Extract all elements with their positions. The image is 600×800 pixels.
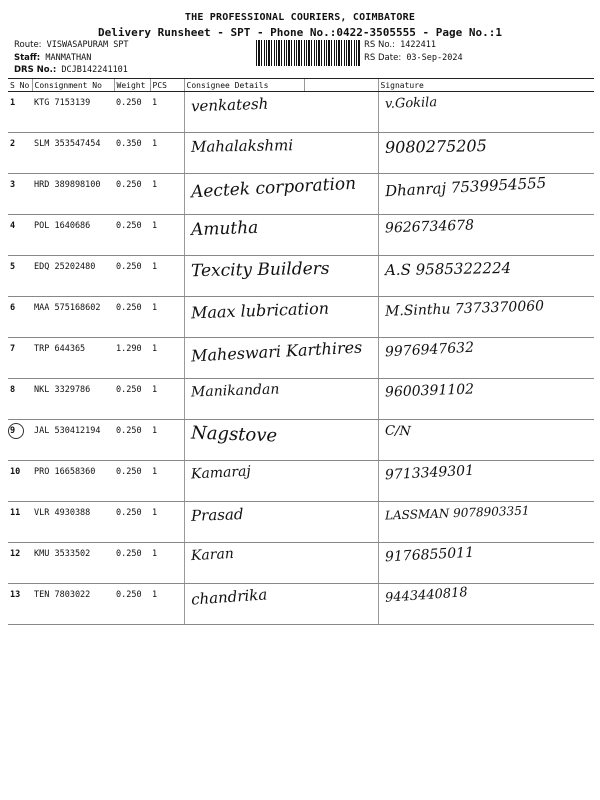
drs-value: DCJB142241101	[61, 65, 128, 75]
row-signature-cell	[378, 297, 594, 338]
table-row	[8, 133, 594, 174]
sno-text: 6	[10, 303, 16, 313]
row-consignee-cell	[184, 502, 378, 543]
route-label: Route:	[14, 40, 42, 50]
sno-text: 7	[10, 344, 16, 354]
rs-no-value: 1422411	[400, 40, 436, 50]
row-signature-cell	[378, 174, 594, 215]
row-signature-cell	[378, 338, 594, 379]
sno-text: 12	[10, 549, 21, 559]
signature-handwriting: 9080275205	[384, 136, 487, 157]
row-pcs: 1	[150, 461, 184, 502]
row-consignment: JAL 530412194	[32, 420, 114, 461]
company-name: THE PROFESSIONAL COURIERS, COIMBATORE	[184, 12, 416, 23]
signature-handwriting: 9626734678	[384, 217, 474, 237]
table-row	[8, 174, 594, 215]
row-consignee-cell	[184, 133, 378, 174]
consignee-handwriting: Texcity Builders	[190, 258, 330, 282]
col-header-signature: Signature	[378, 79, 594, 92]
staff-label: Staff:	[14, 53, 41, 63]
col-header-sno: S No	[8, 79, 32, 92]
sno-text: 4	[10, 221, 16, 231]
row-sno	[8, 502, 32, 543]
row-sno	[8, 256, 32, 297]
row-weight: 0.250	[114, 215, 150, 256]
rs-date-line	[364, 53, 463, 63]
consignee-handwriting: Aectek corporation	[190, 173, 357, 203]
sno-text: 10	[10, 467, 21, 477]
row-pcs: 1	[150, 502, 184, 543]
row-consignee-cell	[184, 461, 378, 502]
consignee-handwriting: Manikandan	[190, 381, 280, 401]
col-header-consignment: Consignment No	[32, 79, 114, 92]
row-consignment: TEN 7803022	[32, 584, 114, 625]
signature-handwriting: 9176855011	[384, 544, 474, 566]
row-consignee-cell	[184, 297, 378, 338]
row-signature-cell	[378, 256, 594, 297]
sno-text: 11	[10, 508, 21, 518]
row-pcs: 1	[150, 133, 184, 174]
route-line	[14, 40, 129, 50]
runsheet-title: Delivery Runsheet - SPT - Phone No.:0422-3505555 - Page No.:1	[98, 26, 502, 39]
row-sno	[8, 215, 32, 256]
row-weight: 0.350	[114, 133, 150, 174]
drs-label: DRS No.:	[14, 65, 57, 75]
sno-text: 9	[10, 426, 16, 436]
table-row	[8, 420, 594, 461]
row-weight: 0.250	[114, 502, 150, 543]
row-signature-cell	[378, 584, 594, 625]
row-pcs: 1	[150, 584, 184, 625]
table-header	[8, 79, 594, 92]
table-row	[8, 543, 594, 584]
signature-handwriting: A.S 9585322224	[384, 258, 511, 280]
row-weight: 0.250	[114, 420, 150, 461]
signature-handwriting: M.Sinthu 7373370060	[384, 298, 544, 320]
row-signature-cell	[378, 543, 594, 584]
sno-text: 3	[10, 180, 16, 190]
row-weight: 1.290	[114, 338, 150, 379]
row-consignment: PRO 16658360	[32, 461, 114, 502]
row-signature-cell	[378, 461, 594, 502]
consignee-handwriting: Kamaraj	[190, 463, 251, 483]
row-pcs: 1	[150, 379, 184, 420]
row-weight: 0.250	[114, 256, 150, 297]
consignee-handwriting: Prasad	[190, 505, 244, 525]
drs-line	[14, 65, 128, 75]
signature-handwriting: 9600391102	[384, 381, 474, 401]
row-sno	[8, 461, 32, 502]
row-pcs: 1	[150, 297, 184, 338]
row-weight: 0.250	[114, 379, 150, 420]
row-weight: 0.250	[114, 174, 150, 215]
rs-date-value: 03-Sep-2024	[406, 53, 463, 63]
row-signature-cell	[378, 133, 594, 174]
row-consignment: KMU 3533502	[32, 543, 114, 584]
row-weight: 0.250	[114, 584, 150, 625]
row-pcs: 1	[150, 92, 184, 133]
signature-handwriting: 9976947632	[384, 339, 474, 361]
table-row	[8, 584, 594, 625]
row-consignee-cell	[184, 215, 378, 256]
row-signature-cell	[378, 215, 594, 256]
row-sno	[8, 174, 32, 215]
row-weight: 0.250	[114, 543, 150, 584]
row-sno	[8, 543, 32, 584]
row-consignee-cell	[184, 256, 378, 297]
row-consignment: EDQ 25202480	[32, 256, 114, 297]
consignee-handwriting: chandrika	[189, 585, 268, 609]
table-row	[8, 297, 594, 338]
sno-text: 2	[10, 139, 16, 149]
row-pcs: 1	[150, 420, 184, 461]
row-consignee-cell	[184, 174, 378, 215]
row-pcs: 1	[150, 543, 184, 584]
signature-handwriting: Dhanraj 7539954555	[384, 173, 547, 201]
row-sno	[8, 420, 32, 461]
signature-handwriting: 9713349301	[384, 462, 474, 484]
staff-value: MANMATHAN	[45, 53, 92, 63]
runsheet-table	[8, 78, 594, 625]
rs-no-label: RS No.:	[364, 40, 395, 50]
row-sno	[8, 338, 32, 379]
col-header-pcs: PCS	[150, 79, 184, 92]
row-consignment: KTG 7153139	[32, 92, 114, 133]
route-value: VISWASAPURAM SPT	[46, 40, 129, 50]
col-header-blank	[304, 79, 378, 92]
consignee-handwriting: Nagstove	[190, 422, 277, 447]
consignee-handwriting: Maax lubrication	[190, 298, 329, 323]
row-signature-cell	[378, 420, 594, 461]
row-sno	[8, 92, 32, 133]
table-row	[8, 92, 594, 133]
sno-text: 1	[10, 98, 16, 108]
row-sno	[8, 379, 32, 420]
row-consignee-cell	[184, 92, 378, 133]
table-row	[8, 256, 594, 297]
barcode-image	[256, 40, 360, 66]
row-signature-cell	[378, 502, 594, 543]
rs-no-line	[364, 40, 436, 50]
table-row	[8, 215, 594, 256]
row-weight: 0.250	[114, 92, 150, 133]
consignee-handwriting: venkatesh	[190, 94, 269, 116]
table-row	[8, 502, 594, 543]
col-header-weight: Weight	[114, 79, 150, 92]
row-consignment: POL 1640686	[32, 215, 114, 256]
row-sno	[8, 133, 32, 174]
consignee-handwriting: Maheswari Karthires	[190, 337, 363, 366]
row-sno	[8, 584, 32, 625]
row-consignee-cell	[184, 379, 378, 420]
row-consignee-cell	[184, 543, 378, 584]
row-pcs: 1	[150, 215, 184, 256]
table-row	[8, 338, 594, 379]
signature-handwriting: C/N	[384, 423, 411, 440]
row-consignment: SLM 353547454	[32, 133, 114, 174]
row-pcs: 1	[150, 174, 184, 215]
row-weight: 0.250	[114, 461, 150, 502]
rs-date-label: RS Date:	[364, 53, 402, 63]
sno-text: 13	[10, 590, 21, 600]
table-row	[8, 461, 594, 502]
row-signature-cell	[378, 379, 594, 420]
staff-line	[14, 53, 91, 63]
row-pcs: 1	[150, 256, 184, 297]
signature-handwriting: 9443440818	[384, 585, 468, 606]
consignee-handwriting: Karan	[190, 545, 234, 565]
consignee-handwriting: Amutha	[190, 217, 259, 241]
sno-text: 8	[10, 385, 16, 395]
table-row	[8, 379, 594, 420]
row-weight: 0.250	[114, 297, 150, 338]
row-consignment: NKL 3329786	[32, 379, 114, 420]
row-consignment: TRP 644365	[32, 338, 114, 379]
circle-mark	[8, 423, 24, 439]
signature-handwriting: v.Gokila	[384, 95, 437, 112]
consignee-handwriting: Mahalakshmi	[190, 136, 293, 156]
row-consignee-cell	[184, 338, 378, 379]
row-consignment: VLR 4930388	[32, 502, 114, 543]
row-consignee-cell	[184, 420, 378, 461]
row-consignment: HRD 389898100	[32, 174, 114, 215]
row-signature-cell	[378, 92, 594, 133]
signature-handwriting: LASSMAN 9078903351	[384, 503, 530, 523]
row-consignee-cell	[184, 584, 378, 625]
col-header-consignee: Consignee Details	[184, 79, 304, 92]
sno-text: 5	[10, 262, 16, 272]
row-consignment: MAA 575168602	[32, 297, 114, 338]
row-sno	[8, 297, 32, 338]
row-pcs: 1	[150, 338, 184, 379]
